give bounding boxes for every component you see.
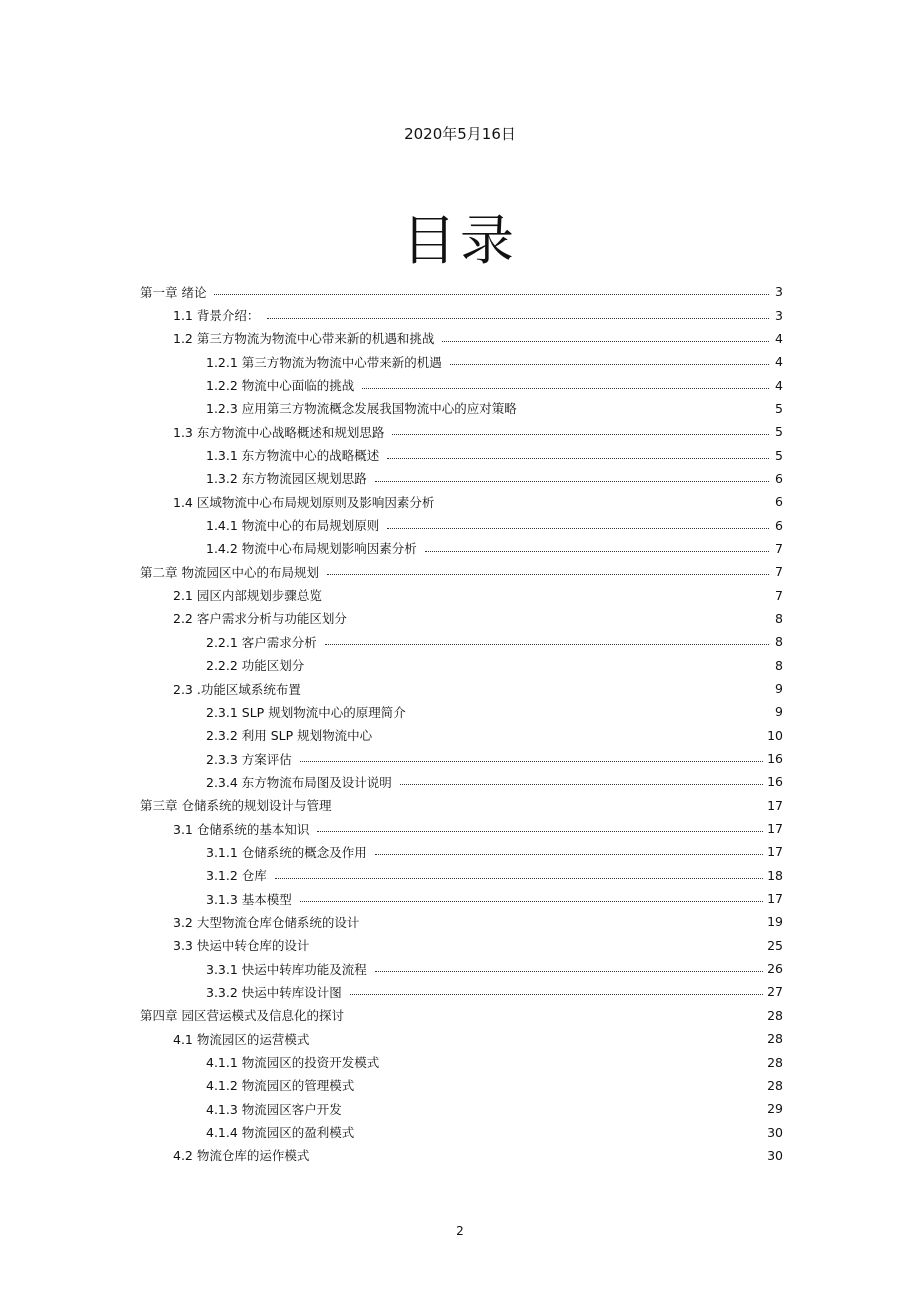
toc-entry-page: 5 [775,424,783,440]
toc-dot-leader [214,294,769,295]
toc-entry-page: 30 [767,1124,783,1140]
toc-entry-label: 3.1.1 仓储系统的概念及作用 [206,844,367,860]
toc-entry-page: 16 [767,774,783,790]
toc-dot-leader [375,971,763,972]
toc-entry-label: 4.2 物流仓库的运作模式 [173,1148,310,1164]
toc-entry[interactable] [140,397,783,420]
toc-entry[interactable] [140,630,783,653]
toc-entry-label: 第二章 物流园区中心的布局规划 [140,564,319,580]
toc-entry-label: 第三章 仓储系统的规划设计与管理 [140,798,332,814]
toc-entry-label: 1.2.2 物流中心面临的挑战 [206,378,355,394]
toc-entry-label: 1.3.1 东方物流中心的战略概述 [206,448,380,464]
toc-entry-label: 1.2.1 第三方物流为物流中心带来新的机遇 [206,354,442,370]
toc-entry[interactable] [140,583,783,606]
toc-entry-label: 2.2.1 客户需求分析 [206,634,317,650]
toc-dot-leader [375,481,769,482]
toc-entry-label: 2.3 .功能区域系统布置 [173,681,301,697]
toc-dot-leader [392,434,769,435]
toc-entry-page: 3 [775,307,783,323]
toc-entry[interactable] [140,747,783,770]
toc-entry-page: 30 [767,1147,783,1163]
toc-entry-page: 18 [767,867,783,883]
toc-dot-leader [387,528,769,529]
page-number: 2 [456,1224,464,1238]
toc-entry[interactable] [140,654,783,677]
toc-entry-page: 7 [775,587,783,603]
toc-entry-page: 10 [767,727,783,743]
toc-entry-label: 1.3 东方物流中心战略概述和规划思路 [173,424,385,440]
toc-entry-label: 1.3.2 东方物流园区规划思路 [206,471,367,487]
toc-dot-leader [275,878,763,879]
toc-entry-label: 1.4.2 物流中心布局规划影响因素分析 [206,541,417,557]
toc-entry[interactable] [140,303,783,326]
toc-entry-label: 2.3.1 SLP 规划物流中心的原理简介 [206,704,406,720]
toc-entry-page: 6 [775,470,783,486]
toc-entry-page: 28 [767,1054,783,1070]
toc-dot-leader [300,901,763,902]
toc-entry-label: 4.1.2 物流园区的管理模式 [206,1078,355,1094]
toc-entry[interactable] [140,817,783,840]
toc-entry-label: 1.1 背景介绍： [173,308,260,324]
toc-entry[interactable] [140,887,783,910]
toc-entry-label: 3.3.2 快运中转库设计图 [206,984,342,1000]
toc-entry[interactable] [140,490,783,513]
toc-entry-label: 3.2 大型物流仓库仓储系统的设计 [173,914,360,930]
toc-entry-page: 9 [775,704,783,720]
toc-entry-page: 3 [775,284,783,300]
document-date: 2020年5月16日 [404,125,516,143]
toc-entry[interactable] [140,607,783,630]
toc-entry[interactable] [140,1097,783,1120]
toc-entry-page: 19 [767,914,783,930]
toc-entry-page: 26 [767,961,783,977]
toc-entry-page: 17 [767,797,783,813]
toc-entry[interactable] [140,420,783,443]
toc-entry[interactable] [140,840,783,863]
toc-entry-page: 5 [775,447,783,463]
toc-entry-page: 5 [775,400,783,416]
toc-entry-page: 4 [775,330,783,346]
toc-entry[interactable] [140,327,783,350]
toc-dot-leader [442,341,769,342]
toc-entry[interactable] [140,794,783,817]
toc-entry-label: 2.1 园区内部规划步骤总览 [173,588,322,604]
toc-entry-label: 2.2.2 功能区划分 [206,658,305,674]
toc-dot-leader [267,318,769,319]
toc-entry-page: 17 [767,821,783,837]
toc-dot-leader [362,388,769,389]
toc-entry[interactable] [140,467,783,490]
toc-entry-page: 8 [775,634,783,650]
toc-entry-page: 6 [775,517,783,533]
toc-entry-label: 1.2 第三方物流为物流中心带来新的机遇和挑战 [173,331,435,347]
toc-entry-page: 4 [775,377,783,393]
toc-entry[interactable] [140,957,783,980]
toc-dot-leader [325,644,769,645]
toc-entry-label: 1.4 区域物流中心布局规划原则及影响因素分析 [173,494,435,510]
toc-dot-leader [387,458,769,459]
toc-entry[interactable] [140,1144,783,1167]
toc-entry-page: 28 [767,1077,783,1093]
toc-entry-label: 4.1.4 物流园区的盈利模式 [206,1125,355,1141]
toc-entry[interactable] [140,1050,783,1073]
toc-entry-page: 25 [767,937,783,953]
toc-dot-leader [375,854,763,855]
toc-entry-page: 4 [775,354,783,370]
toc-dot-leader [350,994,763,995]
toc-entry-label: 2.3.2 利用 SLP 规划物流中心 [206,728,373,744]
toc-entry-label: 4.1.3 物流园区客户开发 [206,1101,342,1117]
toc-entry-label: 1.4.1 物流中心的布局规划原则 [206,518,380,534]
toc-entry[interactable] [140,934,783,957]
toc-entry-label: 4.1.1 物流园区的投资开发模式 [206,1055,380,1071]
toc-entry-label: 1.2.3 应用第三方物流概念发展我国物流中心的应对策略 [206,401,517,417]
toc-entry-page: 27 [767,984,783,1000]
toc-entry-label: 3.1.3 基本模型 [206,891,292,907]
toc-entry-page: 8 [775,610,783,626]
toc-entry-label: 3.3 快运中转仓库的设计 [173,938,310,954]
toc-entry-page: 16 [767,751,783,767]
table-of-contents [140,280,783,1167]
toc-dot-leader [425,551,769,552]
toc-entry[interactable] [140,910,783,933]
toc-entry[interactable] [140,350,783,373]
toc-dot-leader [317,831,763,832]
toc-entry[interactable] [140,373,783,396]
toc-entry-label: 2.3.3 方案评估 [206,751,292,767]
toc-entry-page: 7 [775,564,783,580]
toc-entry-label: 3.1.2 仓库 [206,868,267,884]
toc-entry-label: 第四章 园区营运模式及信息化的探讨 [140,1008,344,1024]
toc-entry[interactable] [140,1004,783,1027]
toc-entry[interactable] [140,280,783,303]
toc-entry[interactable] [140,537,783,560]
toc-entry-page: 17 [767,891,783,907]
toc-title: 目录 [402,209,518,272]
toc-entry-page: 8 [775,657,783,673]
toc-entry-page: 29 [767,1101,783,1117]
toc-entry-page: 28 [767,1031,783,1047]
toc-entry[interactable] [140,770,783,793]
toc-entry-label: 2.3.4 东方物流布局图及设计说明 [206,774,392,790]
toc-entry-page: 28 [767,1007,783,1023]
toc-entry[interactable] [140,980,783,1003]
toc-entry[interactable] [140,1120,783,1143]
toc-dot-leader [450,364,769,365]
toc-entry-label: 3.1 仓储系统的基本知识 [173,821,310,837]
toc-entry[interactable] [140,700,783,723]
toc-entry-page: 7 [775,540,783,556]
toc-entry-page: 6 [775,494,783,510]
toc-entry[interactable] [140,513,783,536]
toc-entry-label: 4.1 物流园区的运营模式 [173,1031,310,1047]
toc-entry[interactable] [140,1027,783,1050]
toc-entry[interactable] [140,560,783,583]
toc-entry-page: 17 [767,844,783,860]
toc-entry-label: 2.2 客户需求分析与功能区划分 [173,611,347,627]
toc-dot-leader [400,784,763,785]
toc-entry[interactable] [140,864,783,887]
toc-entry[interactable] [140,677,783,700]
toc-entry[interactable] [140,443,783,466]
toc-dot-leader [327,574,769,575]
toc-entry[interactable] [140,1074,783,1097]
toc-entry-page: 9 [775,681,783,697]
toc-entry-label: 第一章 绪论 [140,284,207,300]
toc-entry[interactable] [140,724,783,747]
toc-entry-label: 3.3.1 快运中转库功能及流程 [206,961,367,977]
toc-dot-leader [300,761,763,762]
